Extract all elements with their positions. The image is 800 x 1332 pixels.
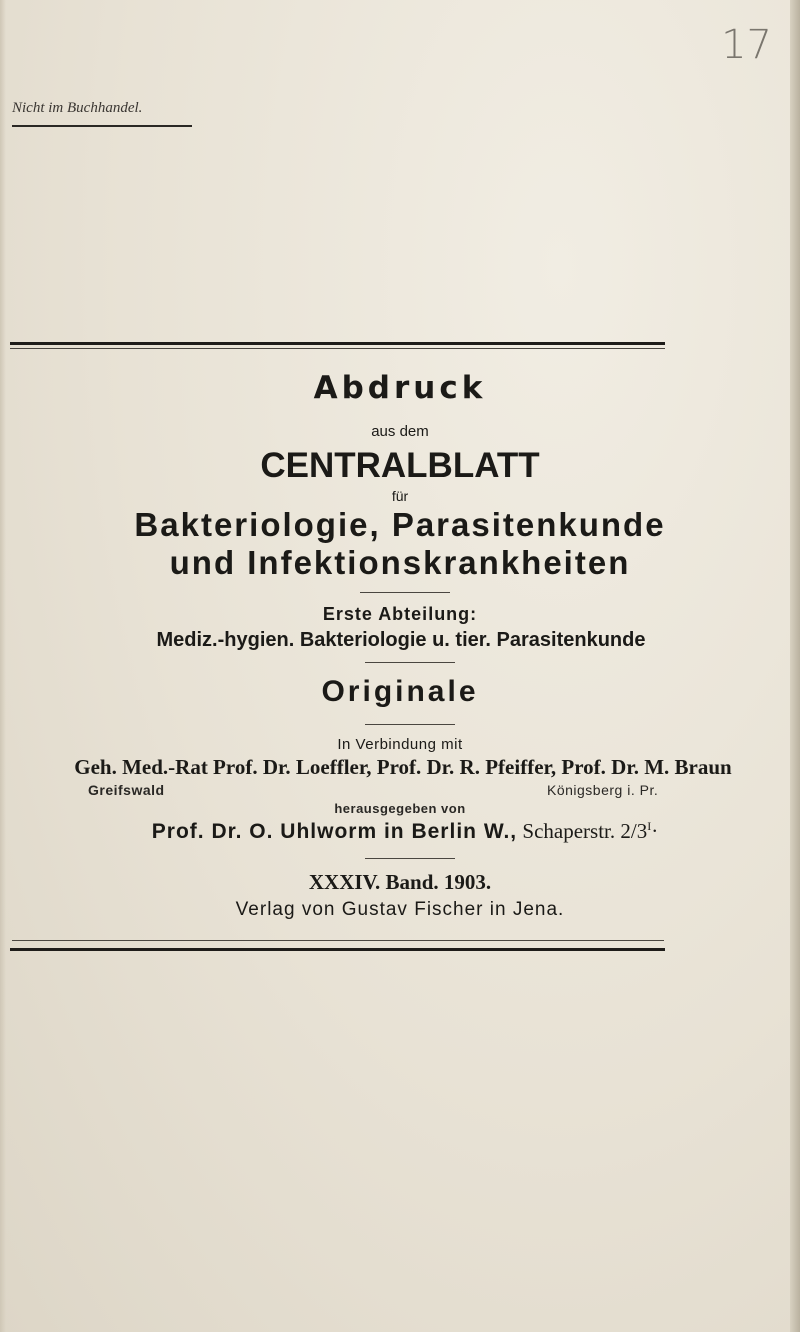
- divider-4: [365, 858, 455, 859]
- edited-by-label: herausgegeben von: [334, 801, 466, 816]
- journal-title: CENTRALBLATT: [260, 446, 540, 485]
- abdruck-heading: Abdruck: [313, 370, 487, 406]
- handwritten-number: 17: [721, 22, 772, 68]
- divider-3: [365, 724, 455, 725]
- top-rule: [10, 342, 665, 345]
- publisher-line: Verlag von Gustav Fischer in Jena.: [235, 899, 565, 920]
- editors-intro: In Verbindung mit: [337, 736, 463, 753]
- editor-names: Geh. Med.-Rat Prof. Dr. Loeffler, Prof. Dr. R. Pfeiffer, Prof. Dr. M. Braun: [74, 755, 732, 779]
- fuer-text: für: [391, 488, 409, 504]
- subject-line-2: und Infektionskrankheiten: [169, 544, 631, 581]
- right-edge-shadow: [790, 0, 800, 1332]
- divider-1: [360, 592, 450, 593]
- chief-editor-address: Schaperstr. 2/3: [522, 819, 648, 843]
- left-edge-shadow: [0, 0, 6, 1332]
- aus-dem-text: aus dem: [371, 423, 429, 440]
- bottom-rule: [10, 948, 665, 951]
- bottom-rule-thin: [12, 940, 664, 941]
- top-rule-thin: [10, 348, 665, 349]
- editor-place-greifswald: Greifswald: [88, 782, 165, 798]
- note-underline: [12, 125, 192, 127]
- series-title: Originale: [321, 675, 479, 708]
- divider-2: [365, 662, 455, 663]
- subject-line-1: Bakteriologie, Parasitenkunde: [134, 506, 666, 543]
- division-topics: Mediz.-hygien. Bakteriologie u. tier. Parasitenkunde: [156, 629, 646, 651]
- not-for-sale-note: Nicht im Buchhandel.: [12, 100, 143, 116]
- chief-editor-floor: I: [647, 819, 652, 833]
- chief-editor-line: Prof. Dr. O. Uhlworm in Berlin W., Schaperstr. $2/3^I\cdot$: [151, 819, 659, 843]
- division-label: Erste Abteilung:: [322, 604, 478, 624]
- editor-place-koenigsberg: Königsberg i. Pr.: [547, 782, 659, 798]
- chief-editor-name: Prof. Dr. O. Uhlworm in Berlin W.,: [151, 820, 518, 843]
- volume-year: XXXIV. Band. 1903.: [308, 870, 492, 894]
